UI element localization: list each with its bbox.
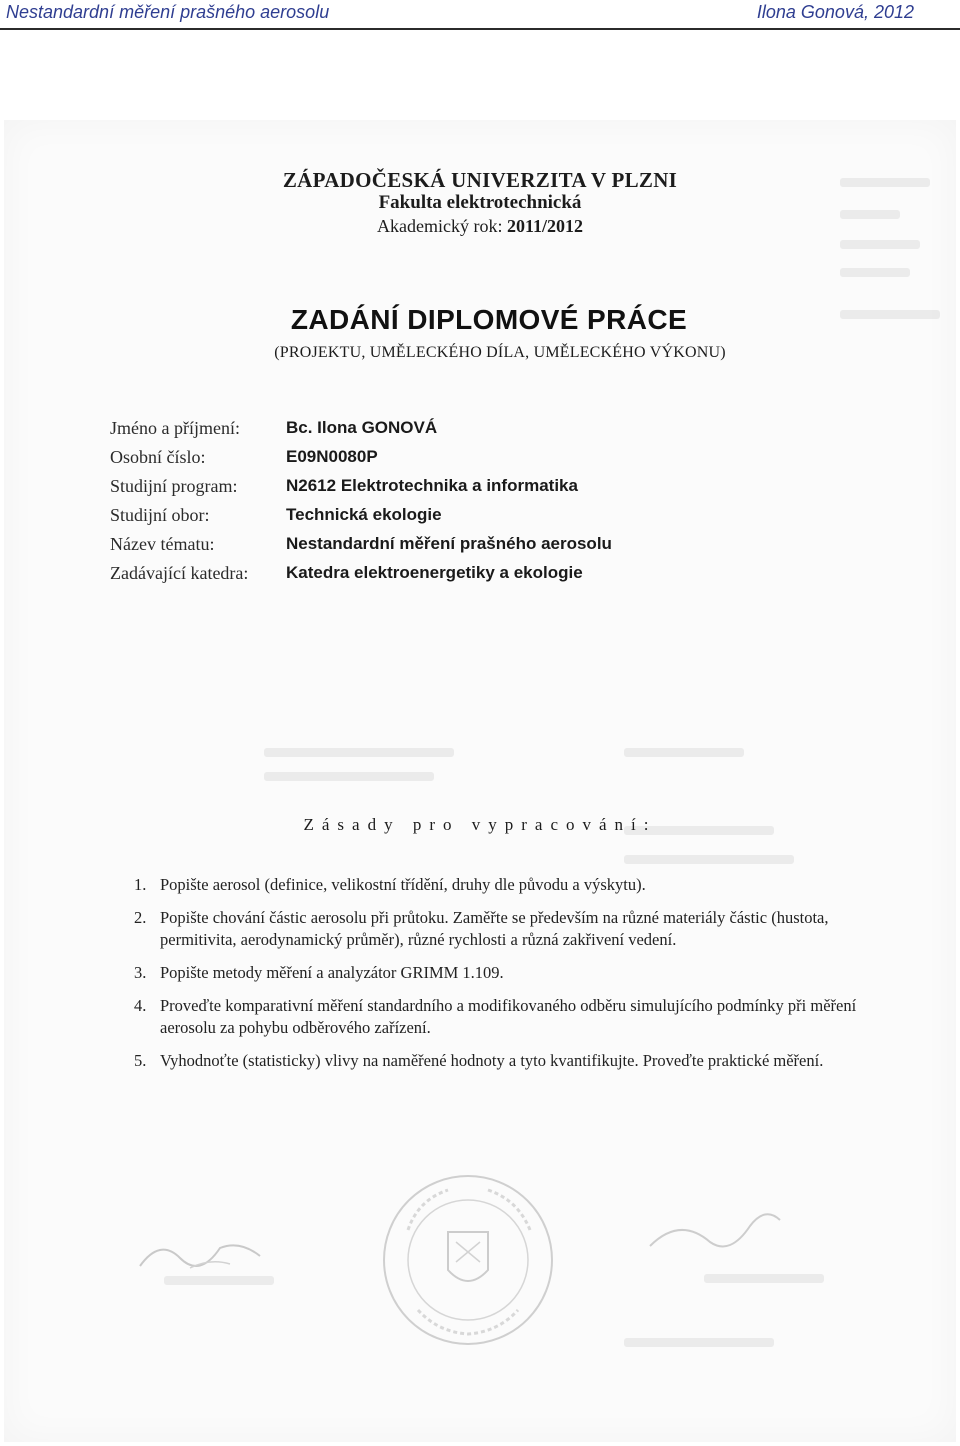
document-subtitle: (PROJEKTU, UMĚLECKÉHO DÍLA, UMĚLECKÉHO VÝKONU) <box>274 344 726 361</box>
info-row-topic <box>110 534 730 563</box>
info-label: Osobní číslo: <box>110 447 206 467</box>
info-value: Katedra elektroenergetiky a ekologie <box>286 563 583 582</box>
item-number: 5. <box>134 1051 147 1070</box>
info-label: Studijní obor: <box>110 505 210 525</box>
info-value: Technická ekologie <box>286 505 442 524</box>
info-value: Bc. Ilona GONOVÁ <box>286 418 438 437</box>
signature-head-of-department <box>640 1196 790 1266</box>
item-text: Popište metody měření a analyzátor GRIMM 1.109. <box>160 963 504 982</box>
page-header <box>0 0 960 30</box>
bleed-through-line <box>624 855 794 864</box>
item-number: 3. <box>134 963 147 982</box>
info-value: N2612 Elektrotechnika a informatika <box>286 476 578 495</box>
signature-dean <box>130 1228 270 1278</box>
bleed-through-line <box>840 268 910 277</box>
bleed-through-line <box>264 772 434 781</box>
university-stamp <box>378 1170 558 1350</box>
running-title: Nestandardní měření prašného aerosolu <box>6 2 330 22</box>
info-row-study-field <box>110 505 730 534</box>
guidelines-heading: Zásady pro vypracování: <box>303 815 657 834</box>
info-label: Zadávající katedra: <box>110 563 249 583</box>
bleed-through-line <box>704 1274 824 1283</box>
document-title: ZADÁNÍ DIPLOMOVÉ PRÁCE <box>290 304 688 335</box>
university-name: ZÁPADOČESKÁ UNIVERZITA V PLZNI <box>282 168 678 192</box>
guidelines-list <box>134 874 876 1083</box>
info-label: Studijní program: <box>110 476 238 496</box>
item-number: 2. <box>134 908 147 927</box>
item-text: Vyhodnoťte (statisticky) vlivy na naměřené hodnoty a tyto kvantifikujte. Proveďte praktické měření. <box>160 1051 824 1070</box>
info-value: E09N0080P <box>286 447 378 466</box>
info-row-personal-number <box>110 447 730 476</box>
item-number: 4. <box>134 996 147 1015</box>
item-text: Popište aerosol (definice, velikostní třídění, druhy dle původu a výskytu). <box>160 875 646 894</box>
academic-year-label: Akademický rok: <box>377 216 503 236</box>
list-item <box>134 962 876 984</box>
student-info-table <box>110 418 730 592</box>
academic-year <box>0 216 960 237</box>
bleed-through-line <box>624 1338 774 1347</box>
bleed-through-line <box>624 748 744 757</box>
item-number: 1. <box>134 875 147 894</box>
info-row-name <box>110 418 730 447</box>
item-text: Proveďte komparativní měření standardního a modifikovaného odběru simulujícího podmínky při měření aerosolu za pohybu odběrového zařízení. <box>160 996 857 1037</box>
info-row-study-program <box>110 476 730 505</box>
running-author: Ilona Gonová, 2012 <box>756 2 914 22</box>
list-item <box>134 907 876 951</box>
bleed-through-line <box>264 748 454 757</box>
info-label: Jméno a příjmení: <box>110 418 240 438</box>
info-row-department <box>110 563 730 592</box>
info-value: Nestandardní měření prašného aerosolu <box>286 534 612 553</box>
bleed-through-line <box>840 240 920 249</box>
list-item <box>134 995 876 1039</box>
list-item <box>134 874 876 896</box>
academic-year-value: 2011/2012 <box>506 216 583 236</box>
list-item <box>134 1050 876 1072</box>
info-label: Název tématu: <box>110 534 215 554</box>
item-text: Popište chování částic aerosolu při průtoku. Zaměřte se především na různé materiály částic (hustota, permitivita, aerodynamický průměr), různé rychlosti a různá zakřivení vedení. <box>160 908 829 949</box>
faculty-name: Fakulta elektrotechnická <box>378 192 582 213</box>
